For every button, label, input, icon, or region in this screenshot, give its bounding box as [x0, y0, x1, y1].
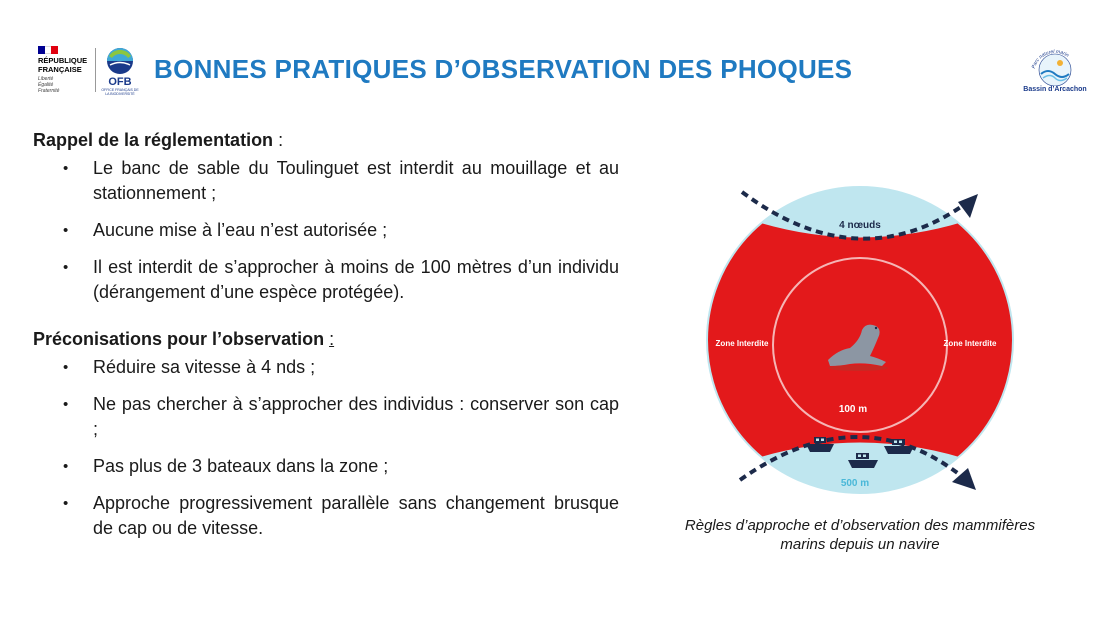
rf-name-line2: FRANÇAISE	[38, 64, 82, 74]
ofb-logo	[100, 46, 140, 94]
zone-left-label: Zone Interdite	[715, 339, 769, 348]
regulation-item: • Aucune mise à l’eau n’est autorisée ;	[33, 218, 619, 243]
regulation-list	[33, 156, 619, 305]
recommendation-item: • Pas plus de 3 bateaux dans la zone ;	[33, 454, 619, 479]
ofb-globe-icon	[100, 46, 140, 76]
parc-marin-arc-text: Parc naturel marin	[1030, 48, 1070, 70]
outer-radius-label: 500 m	[840, 478, 870, 489]
recommendation-item: • Approche progressivement parallèle sans changement brusque de cap ou de vitesse.	[33, 491, 619, 541]
parc-marin-label: Bassin d’Arcachon	[1023, 86, 1087, 93]
inner-radius-label: 100 m	[838, 404, 868, 415]
recommendations-heading-colon: :	[329, 329, 335, 349]
regulation-item: • Il est interdit de s’approcher à moins de 100 mètres d’un individu (dérangement d’une espèce protégée).	[33, 255, 619, 305]
rf-motto	[38, 76, 92, 94]
recommendation-item: • Ne pas chercher à s’approcher des individus : conserver son cap ;	[33, 392, 619, 442]
zone-right-label: Zone Interdite	[943, 339, 997, 348]
header	[0, 0, 1107, 110]
logo-divider	[95, 48, 96, 92]
approach-zone-diagram	[700, 180, 1020, 500]
recommendations-list	[33, 355, 619, 541]
parc-marin-emblem-icon	[1020, 44, 1090, 86]
regulation-heading-colon: :	[273, 130, 284, 150]
recommendations-heading-text: Préconisations pour l’observation	[33, 329, 325, 349]
parc-marin-logo	[1020, 44, 1090, 100]
french-flag-icon	[38, 46, 58, 54]
section-gap	[33, 317, 619, 327]
regulation-item: • Le banc de sable du Toulinguet est interdit au mouillage et au stationnement ;	[33, 156, 619, 206]
ofb-sub-label: OFFICE FRANÇAIS DE LA BIODIVERSITÉ	[101, 88, 139, 96]
speed-label: 4 nœuds	[839, 220, 881, 231]
regulation-heading	[33, 128, 619, 152]
regulation-heading-text: Rappel de la réglementation	[33, 130, 274, 150]
recommendation-item: • Réduire sa vitesse à 4 nds ;	[33, 355, 619, 380]
page-title: BONNES PRATIQUES D’OBSERVATION DES PHOQUES	[154, 54, 853, 84]
rf-motto-line2: Égalité	[38, 82, 54, 88]
recommendations-heading	[33, 327, 619, 351]
content-column	[33, 128, 619, 553]
ofb-label: OFB	[108, 76, 132, 88]
diagram-caption: Règles d’approche et d’observation des mammifères marins depuis un navire	[684, 517, 1036, 553]
rf-motto-line1: Liberté	[38, 76, 54, 82]
rf-name-line1: RÉPUBLIQUE	[38, 56, 88, 65]
rf-motto-line3: Fraternité	[38, 88, 60, 94]
republique-francaise-logo	[38, 46, 92, 96]
top-arrow-icon	[958, 194, 978, 218]
